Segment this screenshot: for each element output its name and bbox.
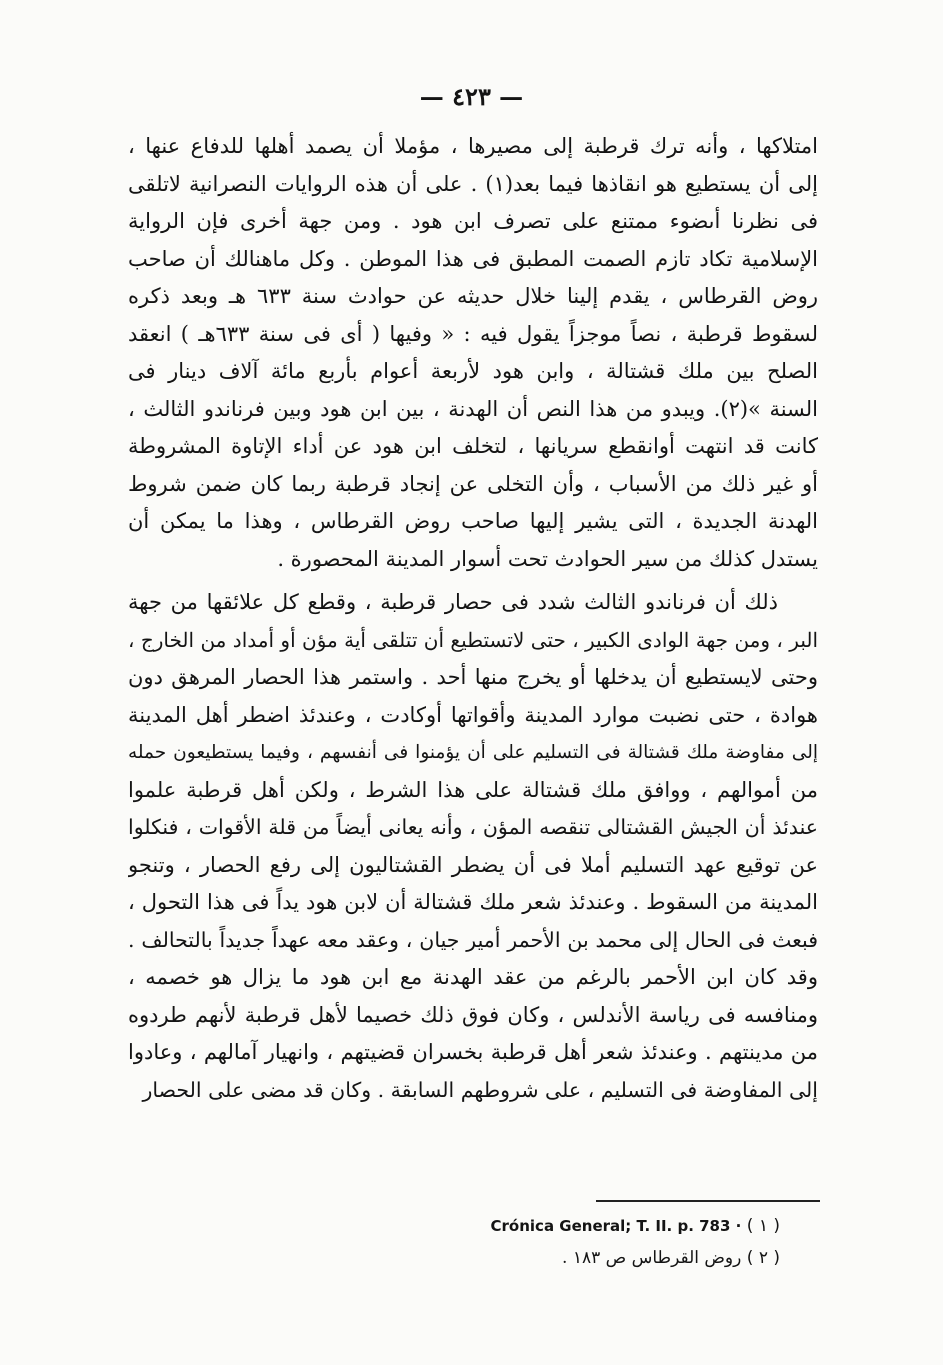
footnote-marker: ( ٢ ): [746, 1248, 780, 1268]
text-line: فبعث فى الحال إلى محمد بن الأحمر أمير جيان ، وعقد معه عهداً جديداً بالتحالف .: [128, 927, 818, 952]
text-line: إلى المفاوضة فى التسليم ، على شروطهم السابقة . وكان قد مضى على الحصار: [142, 1077, 818, 1102]
footnote-divider: [596, 1200, 820, 1202]
text-line: من مدينتهم . وعندئذ شعر أهل قرطبة بخسران قضيتهم ، وانهيار آمالهم ، وعادوا: [128, 1040, 818, 1064]
text-line: لسقوط قرطبة ، نصاً موجزاً يقول فيه : « وفيها ( أى فى سنة ٦٣٣هـ ) انعقد: [128, 321, 818, 346]
text-line: الصلح بين ملك قشتالة ، وابن هود لأربعة أعوام بأربع مائة آلاف دينار فى: [128, 359, 818, 383]
text-line: إلى مفاوضة ملك قشتالة فى التسليم على أن يؤمنوا فى أنفسهم ، وفيما يستطيعون حمله: [128, 742, 818, 763]
text-line: هوادة ، حتى نضبت موارد المدينة وأقواتها أوكادت ، وعندئذ اضطر أهل المدينة: [128, 702, 818, 727]
text-line: يستدل كذلك من سير الحوادث تحت أسوار المدينة المحصورة .: [277, 546, 818, 571]
footnote-1: [400, 1210, 780, 1242]
text-line: إلى أن يستطيع هو انقاذها فيما بعد(١) . على أن هذه الروايات النصرانية لاتلقى: [128, 171, 818, 196]
paragraph-2: [128, 584, 818, 1109]
paragraph-1: [128, 128, 818, 578]
footnotes: [400, 1210, 780, 1274]
text-line: عندئذ أن الجيش القشتالى تنقصه المؤن ، وأنه يعانى أيضاً من قلة الأقوات ، فنكلوا: [128, 815, 818, 839]
text-line: عن توقيع عهد التسليم أملا فى أن يضطر القشتاليون إلى رفع الحصار ، وتنجو: [128, 852, 818, 877]
text-line: أو غير ذلك من الأسباب ، وأن التخلى عن إنجاد قرطبة ربما كان ضمن شروط: [128, 471, 818, 496]
footnote-text: Crónica General; T. II. p. 783 ·: [490, 1217, 742, 1235]
text-line: الهدنة الجديدة ، التى يشير إليها صاحب روض القرطاس ، وهذا ما يمكن أن: [128, 509, 818, 533]
text-line: المدينة من السقوط . وعندئذ شعر ملك قشتالة أن لابن هود يداً فى هذا التحول ،: [128, 890, 818, 914]
text-line: من أموالهم ، ووافق ملك قشتالة على هذا الشرط ، ولكن أهل قرطبة علموا: [128, 777, 818, 802]
body-text: [128, 128, 818, 1109]
text-line: كانت قد انتهت أوانقطع سريانها ، لتخلف ابن هود عن أداء الإتاوة المشروطة: [128, 434, 818, 458]
text-line: السنة »(٢). ويبدو من هذا النص أن الهدنة ، بين ابن هود وبين فرناندو الثالث ،: [128, 396, 818, 421]
text-line: امتلاكها ، وأنه ترك قرطبة إلى مصيرها ، مؤملا أن يصمد أهلها للدفاع عنها ،: [128, 134, 818, 158]
footnote-2: [400, 1242, 780, 1274]
text-line: ذلك أن فرناندو الثالث شدد فى حصار قرطبة ، وقطع كل علائقها من جهة: [128, 590, 778, 614]
footnote-marker: ( ١ ): [746, 1216, 780, 1236]
text-line: روض القرطاس ، يقدم إلينا خلال حديثه عن حوادث سنة ٦٣٣ هـ وبعد ذكره: [128, 284, 818, 308]
text-line: فى نظرنا أىضوء ممتنع على تصرف ابن هود . ومن جهة أخرى فإن الرواية: [128, 209, 818, 233]
text-line: وحتى لايستطيع أن يدخلها أو يخرج منها أحد . واستمر هذا الحصار المرهق دون: [128, 665, 818, 689]
text-line: ومنافسه فى رياسة الأندلس ، وكان فوق ذلك خصيما لأهل قرطبة لأنهم طردوه: [128, 1002, 818, 1027]
text-line: وقد كان ابن الأحمر بالرغم من عقد الهدنة مع ابن هود ما يزال هو خصمه ،: [128, 965, 818, 989]
text-line: البر ، ومن جهة الوادى الكبير ، حتى لاتستطيع أن تتلقى أية مؤن أو أمداد من الخارج ،: [128, 627, 818, 652]
page-number: — ٤٢٣ —: [419, 82, 524, 111]
footnote-text: روض القرطاس ص ١٨٣ .: [562, 1248, 742, 1268]
text-line: الإسلامية تكاد تازم الصمت المطبق فى هذا الموطن . وكل ماهنالك أن صاحب: [128, 246, 818, 271]
